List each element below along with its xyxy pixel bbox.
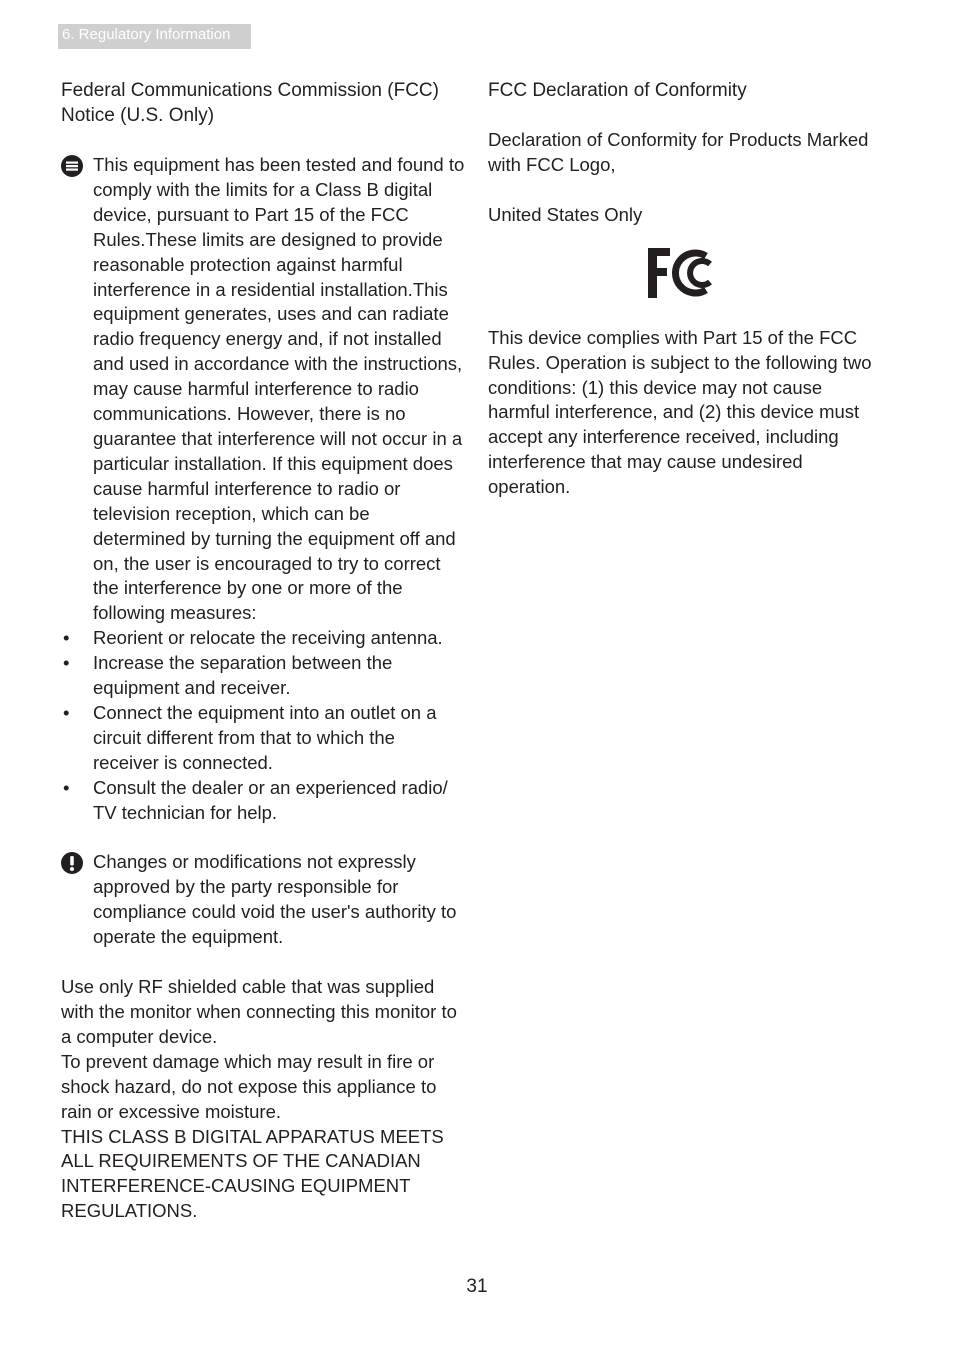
section-tab: 6. Regulatory Information — [58, 24, 251, 49]
list-item — [61, 701, 465, 776]
list-item — [61, 651, 465, 701]
fcc-logo-icon — [648, 244, 724, 302]
warning-icon — [61, 852, 83, 874]
fcc-notice-heading: Federal Communications Commission (FCC) Notice (U.S. Only) — [61, 80, 439, 126]
list-item-text: Reorient or relocate the receiving antenna. — [93, 627, 443, 649]
list-item-text: Consult the dealer or an experienced radio/ TV technician for help. — [93, 776, 448, 823]
list-item-text: Increase the separation between the equipment and receiver. — [93, 652, 393, 699]
bullet-mark: • — [63, 627, 70, 649]
cable-paragraph: Use only RF shielded cable that was supplied with the monitor when connecting this monitor to a computer device. — [61, 976, 457, 1047]
warning-block — [61, 850, 465, 950]
measures-list — [61, 626, 465, 825]
bullet-mark: • — [63, 652, 70, 674]
declaration-text: Declaration of Conformity for Products Marked with FCC Logo, — [488, 129, 869, 175]
note-icon — [61, 155, 83, 177]
warning-text: Changes or modifications not expressly approved by the party responsible for compliance could void the user's authority to operate the equipment. — [93, 851, 457, 948]
bullet-mark: • — [63, 776, 70, 798]
note-text: This equipment has been tested and found to comply with the limits for a Class B digital device, pursuant to Part 15 of the FCC Rules.These limits are designed to provide reasonable protection against harmful interference in a residential installation.This equipment generates, uses and can radiate radio frequency energy and, if not installed and used in accordance with the instructions, may cause harmful interference to radio communications. However, there is no guarantee that interference will not occur in a particular installation. If this equipment does cause harmful interference to radio or television reception, which can be determined by turning the equipment off and on, the user is encouraged to try to correct the interference by one or more of the following measures: — [93, 154, 465, 624]
declaration-heading: FCC Declaration of Conformity — [488, 80, 747, 101]
note-block — [61, 153, 465, 626]
bullet-mark: • — [63, 701, 70, 723]
region-text: United States Only — [488, 203, 643, 225]
list-item — [61, 626, 465, 651]
list-item-text: Connect the equipment into an outlet on a circuit different from that to which the receiver is connected. — [93, 701, 437, 773]
list-item — [61, 776, 465, 826]
compliance-text: This device complies with Part 15 of the FCC Rules. Operation is subject to the following two conditions: (1) this device may not cause harmful interference, and (2) this device must accept any interference received, including interference that may cause undesired operation. — [488, 326, 872, 498]
page-number: 31 — [466, 1276, 488, 1297]
moisture-paragraph: To prevent damage which may result in fire or shock hazard, do not expose this appliance to rain or excessive moisture. — [61, 1050, 437, 1122]
right-column — [488, 78, 888, 500]
left-column — [61, 78, 465, 1224]
canada-paragraph: THIS CLASS B DIGITAL APPARATUS MEETS ALL REQUIREMENTS OF THE CANADIAN INTERFERENCE-CAUSING EQUIPMENT REGULATIONS. — [61, 1125, 444, 1222]
